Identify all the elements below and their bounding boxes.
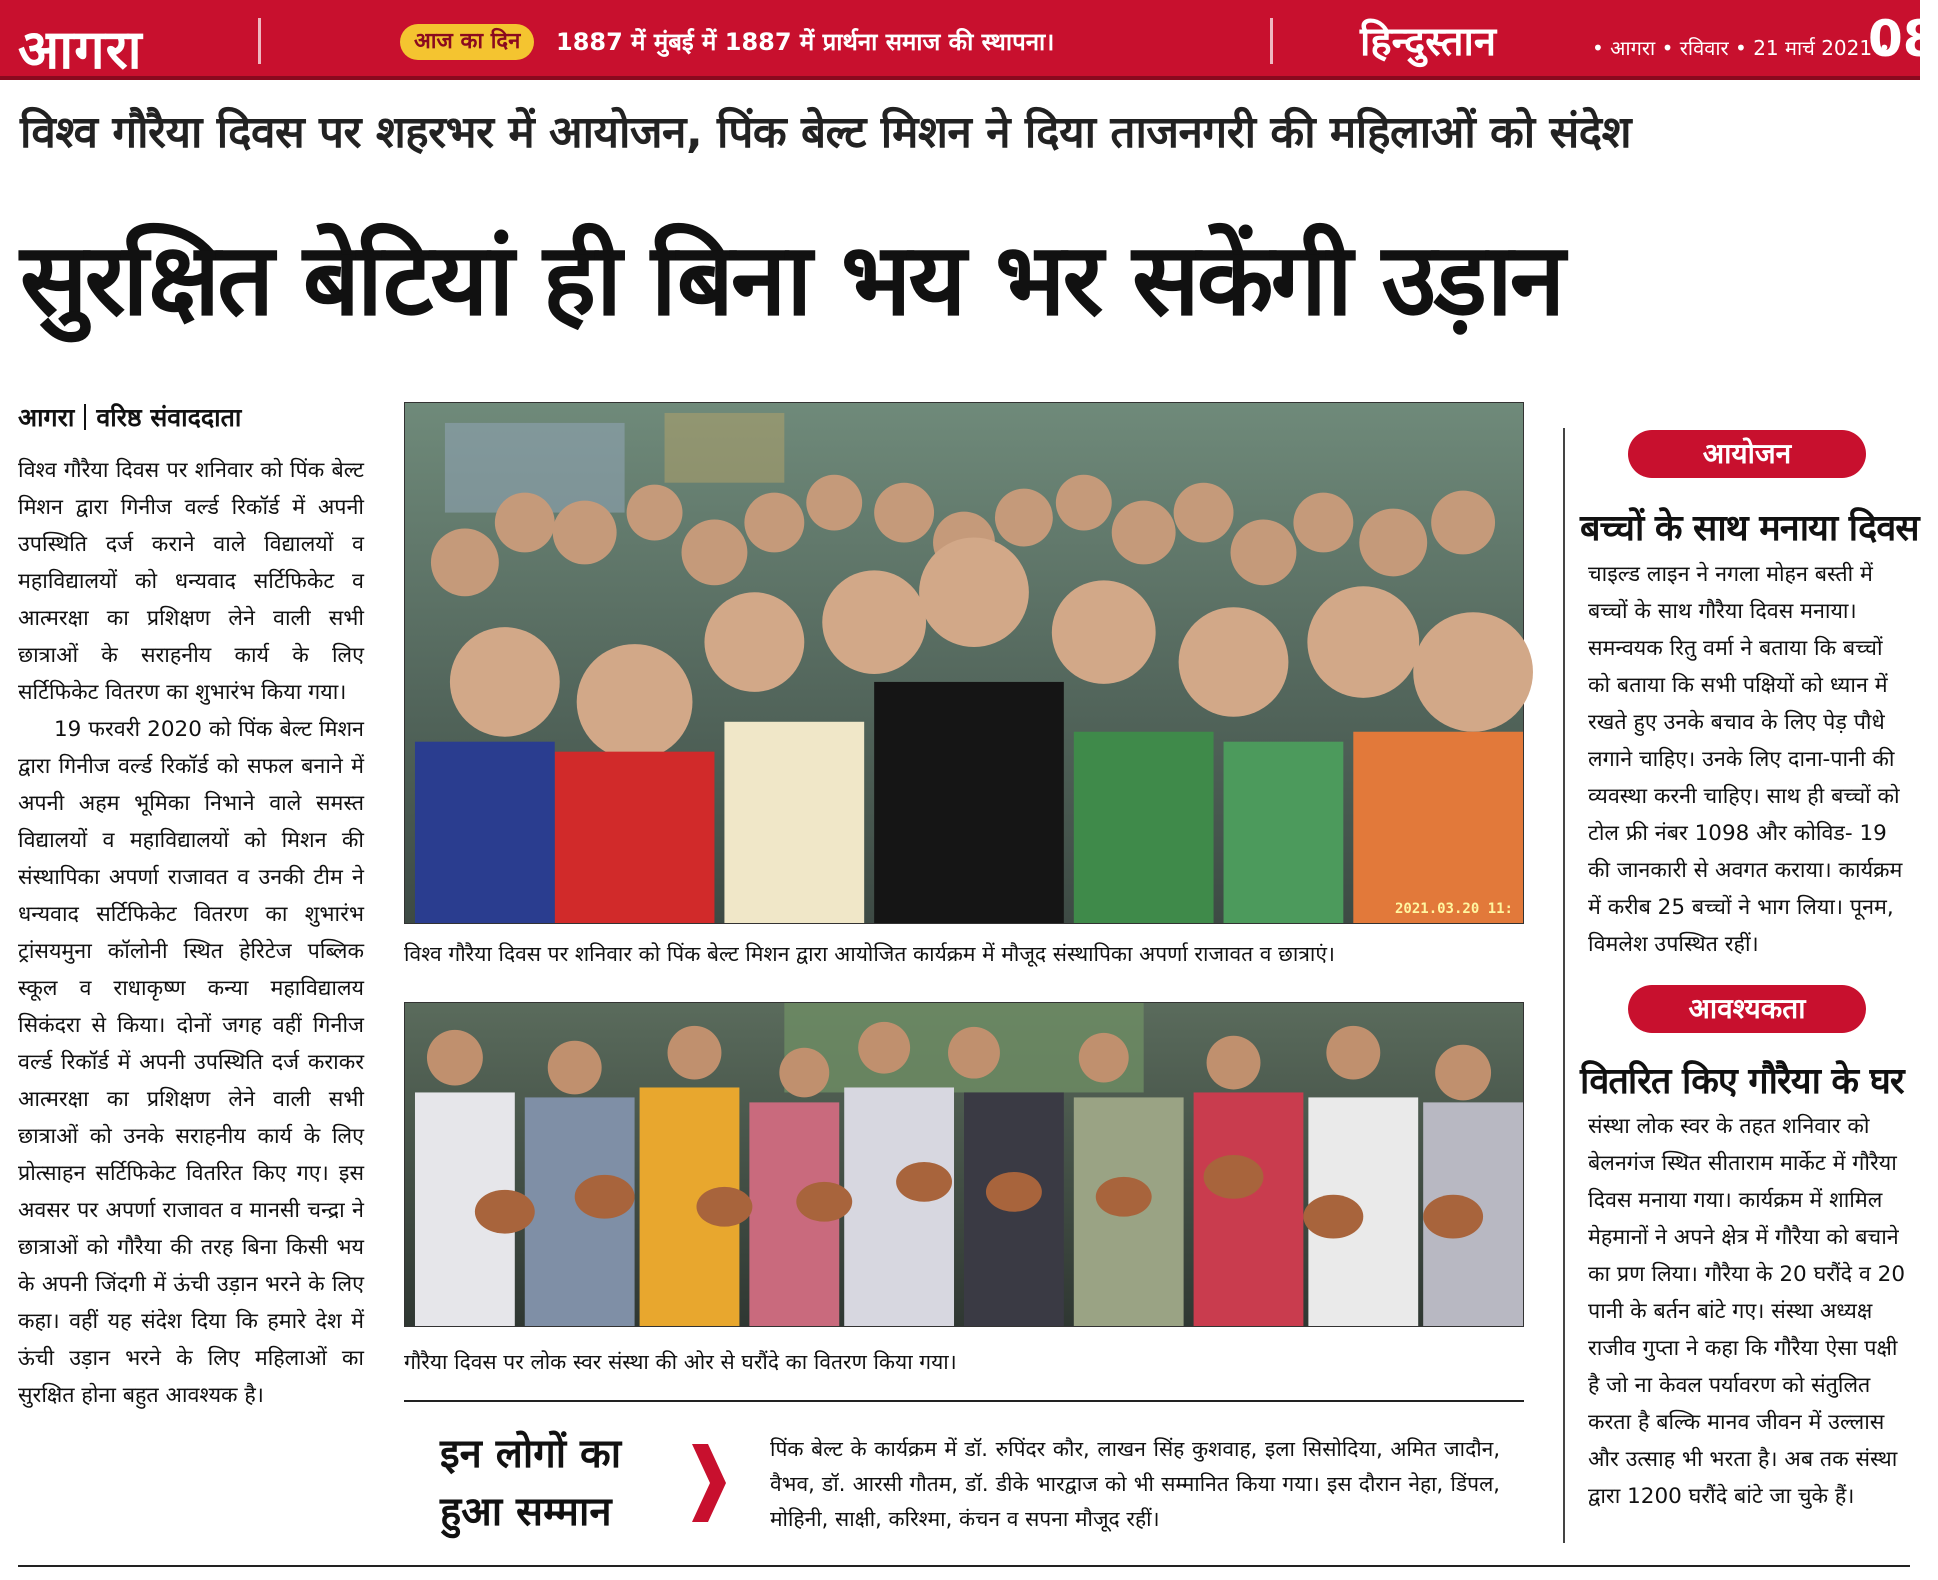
section-label-aavashyakta: आवश्यकता bbox=[1628, 985, 1866, 1033]
honours-text: पिंक बेल्ट के कार्यक्रम में डॉ. रुपिंदर कौर, लाखन सिंह कुशवाह, इला सिसोदिया, अमित जादौन, वैभव, डॉ. आरसी गौतम, डॉ. डीके भारद्वाज को भी सम्मानित किया गया। इस दौरान नेहा, डिंपल, मोहिनी, साक्षी, करिश्मा, कंचन व सपना मौजूद रहीं। bbox=[770, 1437, 1500, 1531]
byline-place: आगरा bbox=[18, 403, 75, 432]
honours-title: इन लोगों का हुआ सम्मान bbox=[440, 1431, 622, 1535]
dateline: • आगरा • रविवार • 21 मार्च 2021 • bbox=[1592, 36, 1891, 60]
main-headline: सुरक्षित बेटियां ही बिना भय भर सकेंगी उड़ान bbox=[20, 221, 1563, 338]
city-name: आगरा bbox=[18, 17, 143, 81]
photo-students-image bbox=[405, 403, 1523, 923]
page-bottom-rule bbox=[18, 1565, 1910, 1567]
masthead-divider bbox=[1270, 18, 1273, 64]
byline-author: वरिष्ठ संवाददाता bbox=[96, 403, 242, 432]
photo-caption: विश्व गौरैया दिवस पर शनिवार को पिंक बेल्ट मिशन द्वारा आयोजित कार्यक्रम में मौजूद संस्थापिका अपर्णा राजावत व छात्राएं। bbox=[404, 942, 1335, 966]
article-body bbox=[18, 452, 364, 1414]
article-paragraph: विश्व गौरैया दिवस पर शनिवार को पिंक बेल्ट मिशन द्वारा गिनीज वर्ल्ड रिकॉर्ड में अपनी उपस्थिति दर्ज कराने वाले विद्यालयों व महाविद्यालयों को धन्यवाद सर्टिफिकेट व आत्मरक्षा का प्रशिक्षण लेने वाली सभी छात्राओं के सराहनीय कार्य के लिए सर्टिफिकेट वितरण का शुभारंभ किया गया। bbox=[18, 458, 364, 705]
photo-nest-distribution-image bbox=[405, 1003, 1523, 1326]
sidebar-text: चाइल्ड लाइन ने नगला मोहन बस्ती में बच्चों के साथ गौरैया दिवस मनाया। समन्वयक रितु वर्मा ने बताया कि बच्चों को बताया कि सभी पक्षियों को ध्यान में रखते हुए उनके बचाव के लिए पेड़ पौधे लगाने चाहिए। उनके लिए दाना-पानी की व्यवस्था करनी चाहिए। साथ ही बच्चों को टोल फ्री नंबर 1098 और कोविड- 19 की जानकारी से अवगत कराया। कार्यक्रम में करीब 25 बच्चों ने भाग लिया। पूनम, विमलेश उपस्थित रहीं। bbox=[1588, 562, 1903, 957]
page-number: 08 bbox=[1868, 10, 1938, 68]
photo-nest-distribution bbox=[404, 1002, 1524, 1327]
masthead bbox=[0, 0, 1938, 81]
masthead-divider bbox=[258, 18, 261, 64]
section-rule bbox=[404, 1400, 1524, 1402]
byline bbox=[18, 400, 241, 434]
kicker-headline: विश्व गौरैया दिवस पर शहरभर में आयोजन, पिंक बेल्ट मिशन ने दिया ताजनगरी की महिलाओं को संदेश bbox=[20, 107, 1632, 158]
photo-timestamp: 2021.03.20 11: bbox=[1394, 901, 1513, 917]
newspaper-name: हिन्दुस्तान bbox=[1360, 18, 1497, 65]
article-paragraph: 19 फरवरी 2020 को पिंक बेल्ट मिशन द्वारा गिनीज वर्ल्ड रिकॉर्ड को सफल बनाने में अपनी अहम भूमिका निभाने वाले समस्त विद्यालयों व महाविद्यालयों को मिशन की संस्थापिका अपर्णा राजावत व उनकी टीम ने धन्यवाद सर्टिफिकेट वितरण का शुभारंभ ट्रांसयमुना कॉलोनी स्थित हेरिटेज पब्लिक स्कूल व राधाकृष्ण कन्या महाविद्यालय सिकंदरा से किया। दोनों जगह वहीं गिनीज वर्ल्ड रिकॉर्ड में अपनी उपस्थिति दर्ज कराकर आत्मरक्षा का प्रशिक्षण लेने वाली सभी छात्राओं को उनके सराहनीय कार्य के लिए प्रोत्साहन सर्टिफिकेट वितरित किए गए। इस अवसर पर अपर्णा राजावत व मानसी चन्द्रा ने छात्राओं को गौरैया की तरह बिना किसी भय के अपनी जिंदगी में ऊंची उड़ान भरने के लिए कहा। वहीं यह संदेश दिया कि हमारे देश में ऊंची उड़ान भरने के लिए महिलाओं का सुरक्षित होना बहुत आवश्यक है। bbox=[18, 717, 364, 1408]
chevron-right-icon bbox=[688, 1438, 728, 1528]
sidebar-headline: वितरित किए गौरैया के घर bbox=[1580, 1061, 1904, 1102]
photo-students bbox=[404, 402, 1524, 924]
on-this-day-text: 1887 में मुंबई में 1887 में प्रार्थना समाज की स्थापना। bbox=[556, 28, 1055, 56]
photo-caption: गौरैया दिवस पर लोक स्वर संस्था की ओर से घरौंदे का वितरण किया गया। bbox=[404, 1350, 957, 1374]
sidebar-headline: बच्चों के साथ मनाया दिवस bbox=[1580, 508, 1919, 549]
sidebar-text: संस्था लोक स्वर के तहत शनिवार को बेलनगंज स्थित सीताराम मार्केट में गौरैया दिवस मनाया गया। कार्यक्रम में शामिल मेहमानों ने अपने क्षेत्र में गौरैया को बचाने का प्रण लिया। गौरैया के 20 घरौंदे व 20 पानी के बर्तन बांटे गए। संस्था अध्यक्ष राजीव गुप्ता ने कहा कि गौरैया ऐसा पक्षी है जो ना केवल पर्यावरण को संतुलित करता है बल्कि मानव जीवन में उल्लास और उत्साह भी भरता है। अब तक संस्था द्वारा 1200 घरौंदे बांटे जा चुके हैं। bbox=[1588, 1114, 1906, 1509]
column-rule bbox=[1563, 428, 1565, 1543]
section-label-aayojan: आयोजन bbox=[1628, 430, 1866, 478]
byline-divider bbox=[84, 404, 86, 430]
aaj-ka-din-badge: आज का दिन bbox=[400, 24, 534, 60]
